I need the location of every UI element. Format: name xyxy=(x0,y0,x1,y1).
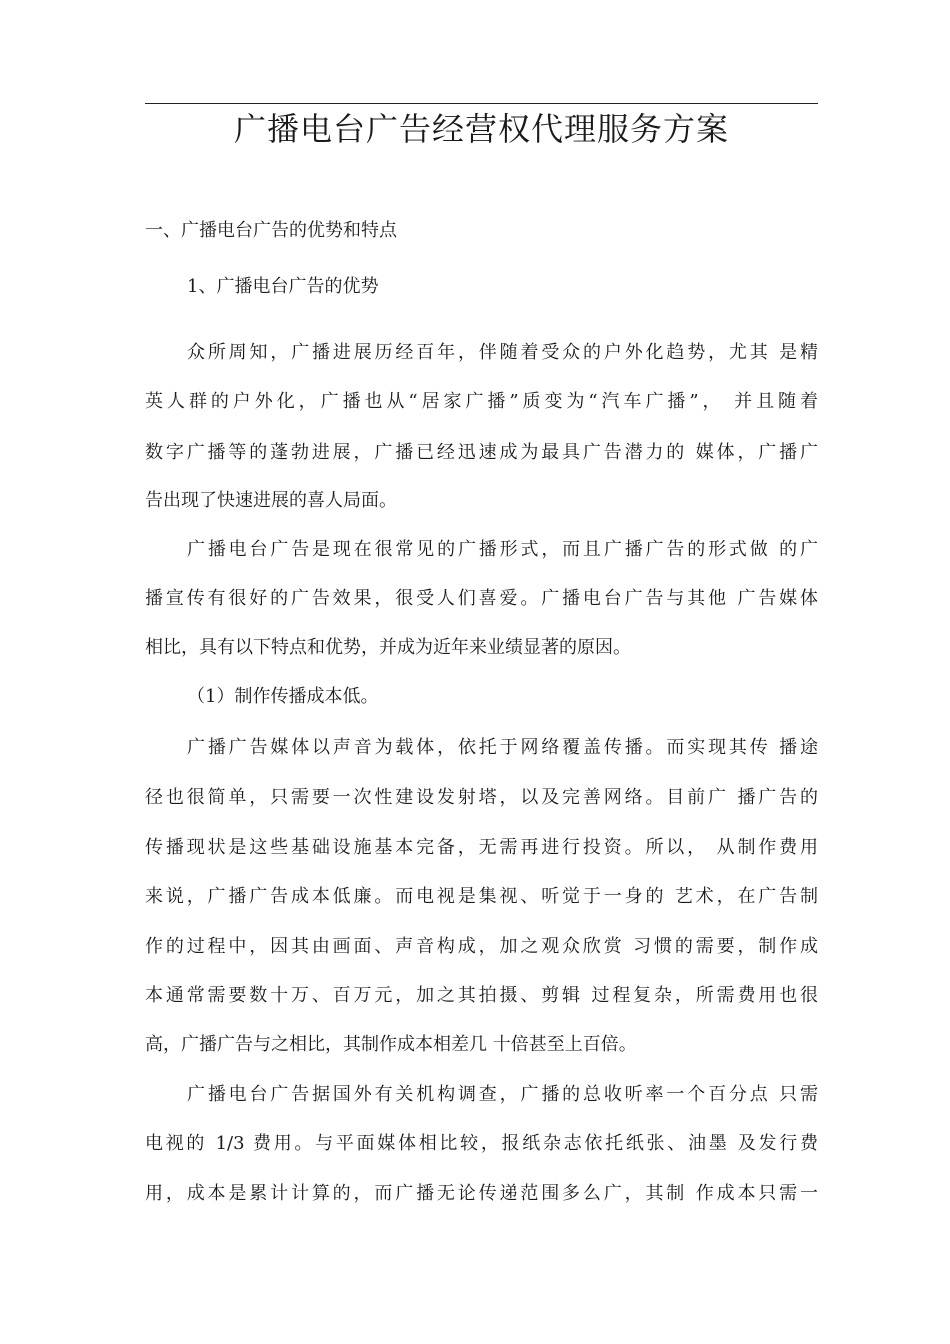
paragraph-2-line: 广播电台广告是现在很常见的广播形式，而且广播广告的形式做 的广 xyxy=(187,539,818,560)
section-heading: 一、广播电台广告的优势和特点 xyxy=(145,220,397,241)
paragraph-1-line: 英人群的户外化，广播也从“居家广播”质变为“汽车广播”， 并且随着 xyxy=(145,391,818,412)
paragraph-3-line: 广播广告媒体以声音为载体，依托于网络覆盖传播。而实现其传 播途 xyxy=(187,737,818,758)
paragraph-3-line: 高，广播广告与之相比，其制作成本相差几 十倍甚至上百倍。 xyxy=(145,1034,637,1055)
document-title: 广播电台广告经营权代理服务方案 xyxy=(233,110,729,148)
paragraph-1-line: 众所周知，广播进展历经百年，伴随着受众的户外化趋势，尤其 是精 xyxy=(187,342,818,363)
paragraph-4-line: 广播电台广告据国外有关机构调查，广播的总收听率一个百分点 只需 xyxy=(187,1084,818,1105)
subsection-heading: 1、广播电台广告的优势 xyxy=(187,276,379,297)
paragraph-4-line: 电视的 1/3 费用。与平面媒体相比较，报纸杂志依托纸张、油墨 及发行费 xyxy=(145,1133,818,1154)
paragraph-1-line: 告出现了快速进展的喜人局面。 xyxy=(145,490,397,511)
paragraph-3-line: 作的过程中，因其由画面、声音构成，加之观众欣赏 习惯的需要，制作成 xyxy=(145,936,818,957)
paragraph-2-line: 播宣传有很好的广告效果，很受人们喜爱。广播电台广告与其他 广告媒体 xyxy=(145,588,818,609)
paragraph-3-line: 本通常需要数十万、百万元，加之其拍摄、剪辑 过程复杂，所需费用也很 xyxy=(145,985,818,1006)
title-top-rule xyxy=(145,103,818,104)
paragraph-3-line: 来说，广播广告成本低廉。而电视是集视、听觉于一身的 艺术，在广告制 xyxy=(145,886,818,907)
paragraph-3-line: 传播现状是这些基础设施基本完备，无需再进行投资。所以， 从制作费用 xyxy=(145,837,818,858)
paragraph-1-line: 数字广播等的蓬勃进展，广播已经迅速成为最具广告潜力的 媒体，广播广 xyxy=(145,442,818,463)
paragraph-2-line: 相比，具有以下特点和优势，并成为近年来业绩显著的原因。 xyxy=(145,637,631,658)
paragraph-4-line: 用，成本是累计计算的，而广播无论传递范围多么广，其制 作成本只需一 xyxy=(145,1183,818,1204)
paragraph-3-line: 径也很简单，只需要一次性建设发射塔，以及完善网络。目前广 播广告的 xyxy=(145,787,818,808)
point-heading: （1）制作传播成本低。 xyxy=(187,686,379,707)
